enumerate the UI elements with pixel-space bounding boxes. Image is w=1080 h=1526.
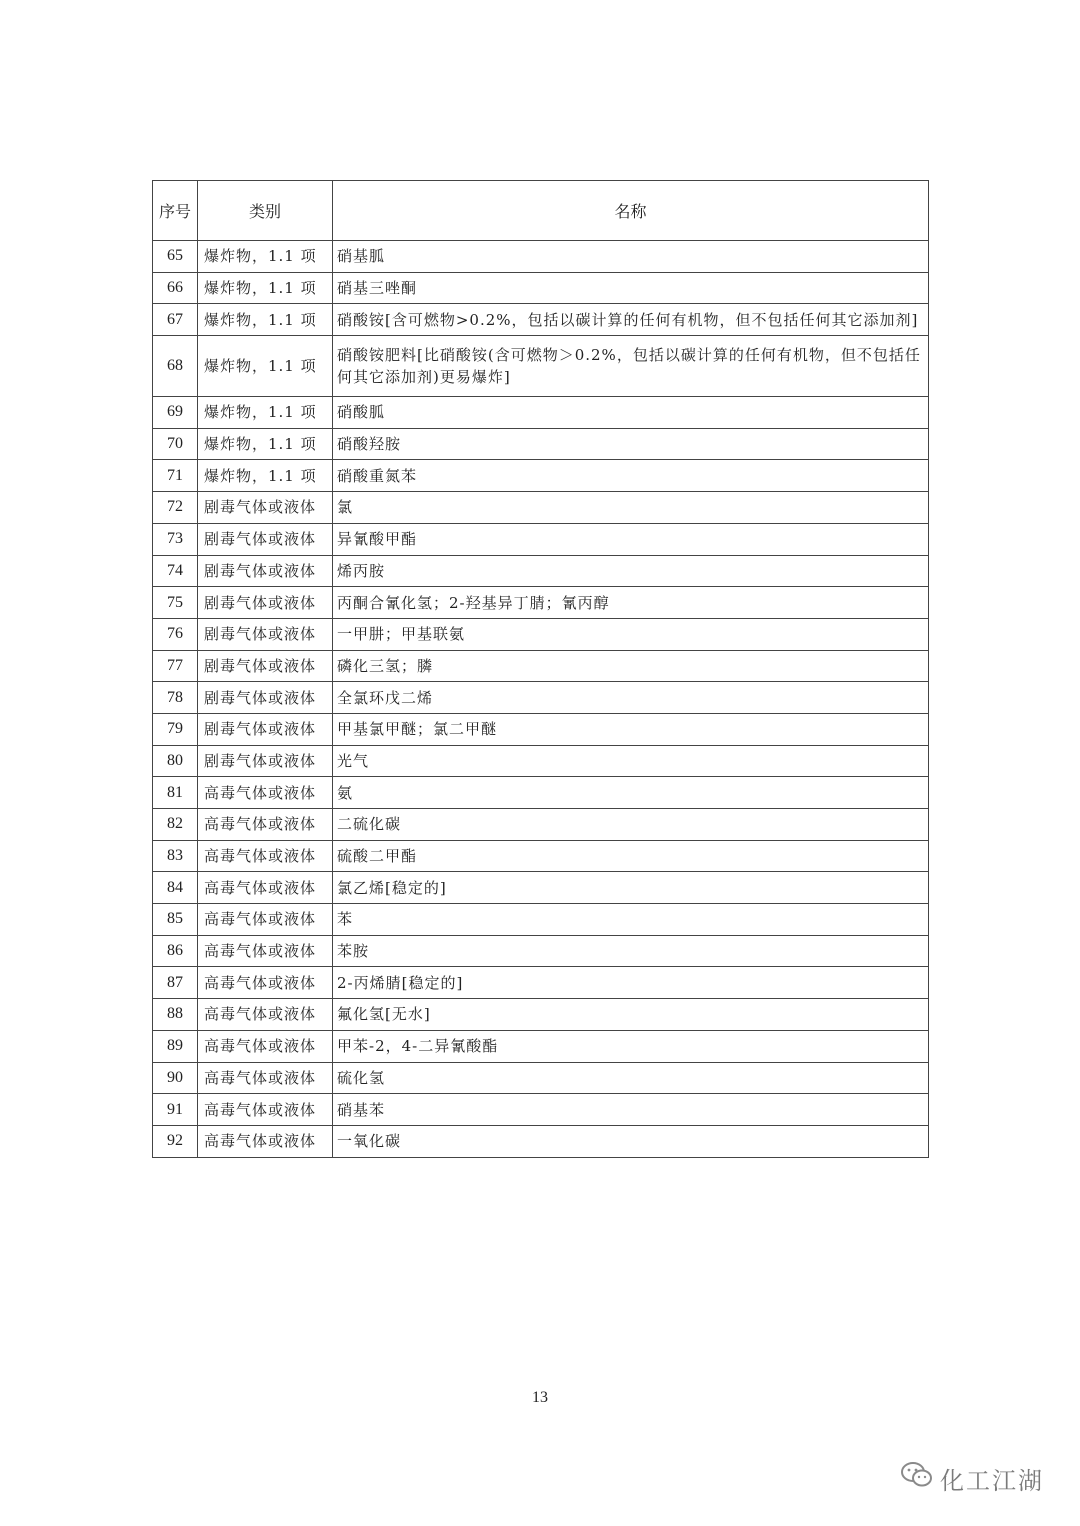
row-serial-number: 83	[153, 840, 198, 872]
table-row	[153, 967, 929, 999]
row-name: 烯丙胺	[333, 555, 929, 587]
row-serial-number: 65	[153, 241, 198, 273]
row-serial-number: 75	[153, 587, 198, 619]
table-row	[153, 872, 929, 904]
row-serial-number: 87	[153, 967, 198, 999]
row-serial-number: 81	[153, 777, 198, 809]
row-category: 爆炸物，1.1 项	[198, 397, 333, 429]
row-serial-number: 84	[153, 872, 198, 904]
row-name: 硫化氢	[333, 1062, 929, 1094]
row-serial-number: 88	[153, 999, 198, 1031]
table-row	[153, 587, 929, 619]
page-number: 13	[532, 1389, 548, 1406]
table-row	[153, 1062, 929, 1094]
row-name: 异氰酸甲酯	[333, 523, 929, 555]
row-serial-number: 80	[153, 745, 198, 777]
table-row	[153, 999, 929, 1031]
row-serial-number: 66	[153, 272, 198, 304]
row-name: 磷化三氢；膦	[333, 650, 929, 682]
row-name: 氯	[333, 492, 929, 524]
row-category: 剧毒气体或液体	[198, 492, 333, 524]
header-serial-number: 序号	[153, 181, 198, 241]
row-serial-number: 72	[153, 492, 198, 524]
row-name: 氟化氢[无水]	[333, 999, 929, 1031]
row-category: 剧毒气体或液体	[198, 587, 333, 619]
table-row	[153, 618, 929, 650]
row-serial-number: 74	[153, 555, 198, 587]
table-row	[153, 713, 929, 745]
row-category: 高毒气体或液体	[198, 1030, 333, 1062]
table-row	[153, 555, 929, 587]
row-serial-number: 73	[153, 523, 198, 555]
row-name: 硝酸铵肥料[比硝酸铵(含可燃物＞0.2%，包括以碳计算的任何有机物，但不包括任何其它添加剂)更易爆炸]	[333, 336, 929, 397]
row-serial-number: 79	[153, 713, 198, 745]
table-row	[153, 523, 929, 555]
row-category: 高毒气体或液体	[198, 967, 333, 999]
row-category: 爆炸物，1.1 项	[198, 304, 333, 336]
row-category: 爆炸物，1.1 项	[198, 460, 333, 492]
watermark-text: 化工江湖	[940, 1466, 1044, 1495]
row-name: 全氯环戊二烯	[333, 682, 929, 714]
row-name: 甲苯-2，4-二异氰酸酯	[333, 1030, 929, 1062]
row-name: 光气	[333, 745, 929, 777]
table-row	[153, 777, 929, 809]
row-category: 剧毒气体或液体	[198, 650, 333, 682]
table-row	[153, 304, 929, 336]
row-name: 硫酸二甲酯	[333, 840, 929, 872]
row-category: 高毒气体或液体	[198, 777, 333, 809]
row-serial-number: 77	[153, 650, 198, 682]
row-category: 剧毒气体或液体	[198, 745, 333, 777]
table-row	[153, 745, 929, 777]
table-row	[153, 460, 929, 492]
row-serial-number: 85	[153, 904, 198, 936]
row-serial-number: 90	[153, 1062, 198, 1094]
row-category: 爆炸物，1.1 项	[198, 241, 333, 273]
row-category: 爆炸物，1.1 项	[198, 428, 333, 460]
row-serial-number: 76	[153, 618, 198, 650]
row-category: 剧毒气体或液体	[198, 682, 333, 714]
header-name: 名称	[333, 181, 929, 241]
table-row	[153, 809, 929, 841]
row-serial-number: 89	[153, 1030, 198, 1062]
row-category: 剧毒气体或液体	[198, 523, 333, 555]
row-serial-number: 78	[153, 682, 198, 714]
row-category: 高毒气体或液体	[198, 999, 333, 1031]
row-category: 剧毒气体或液体	[198, 713, 333, 745]
row-name: 丙酮合氰化氢；2-羟基异丁腈；氰丙醇	[333, 587, 929, 619]
table-row	[153, 650, 929, 682]
table-row	[153, 904, 929, 936]
row-name: 一甲肼；甲基联氨	[333, 618, 929, 650]
row-name: 硝酸铵[含可燃物>0.2%，包括以碳计算的任何有机物，但不包括任何其它添加剂]	[333, 304, 929, 336]
row-name: 2-丙烯腈[稳定的]	[333, 967, 929, 999]
row-serial-number: 86	[153, 935, 198, 967]
row-name: 甲基氯甲醚；氯二甲醚	[333, 713, 929, 745]
row-name: 硝基苯	[333, 1094, 929, 1126]
row-serial-number: 67	[153, 304, 198, 336]
watermark	[900, 1458, 1044, 1498]
chemicals-table	[152, 180, 929, 1158]
table-header-row	[153, 181, 929, 241]
row-name: 苯	[333, 904, 929, 936]
row-category: 爆炸物，1.1 项	[198, 336, 333, 397]
row-serial-number: 71	[153, 460, 198, 492]
row-category: 高毒气体或液体	[198, 904, 333, 936]
row-category: 高毒气体或液体	[198, 1062, 333, 1094]
row-serial-number: 82	[153, 809, 198, 841]
row-category: 高毒气体或液体	[198, 1094, 333, 1126]
row-category: 剧毒气体或液体	[198, 618, 333, 650]
row-serial-number: 91	[153, 1094, 198, 1126]
table-row	[153, 1125, 929, 1157]
table-row	[153, 241, 929, 273]
table-row	[153, 1094, 929, 1126]
table-row	[153, 840, 929, 872]
row-name: 苯胺	[333, 935, 929, 967]
row-name: 硝酸羟胺	[333, 428, 929, 460]
table-row	[153, 397, 929, 429]
row-name: 硝基胍	[333, 241, 929, 273]
row-name: 硝酸重氮苯	[333, 460, 929, 492]
table-row	[153, 272, 929, 304]
row-category: 高毒气体或液体	[198, 935, 333, 967]
row-name: 硝酸胍	[333, 397, 929, 429]
table-row	[153, 492, 929, 524]
table-row	[153, 935, 929, 967]
row-name: 氨	[333, 777, 929, 809]
row-serial-number: 68	[153, 336, 198, 397]
row-category: 剧毒气体或液体	[198, 555, 333, 587]
row-category: 高毒气体或液体	[198, 809, 333, 841]
row-category: 高毒气体或液体	[198, 872, 333, 904]
table-row	[153, 1030, 929, 1062]
row-category: 高毒气体或液体	[198, 1125, 333, 1157]
row-name: 硝基三唑酮	[333, 272, 929, 304]
row-category: 高毒气体或液体	[198, 840, 333, 872]
row-name: 一氧化碳	[333, 1125, 929, 1157]
row-name: 二硫化碳	[333, 809, 929, 841]
row-category: 爆炸物，1.1 项	[198, 272, 333, 304]
wechat-icon	[900, 1461, 934, 1495]
row-name: 氯乙烯[稳定的]	[333, 872, 929, 904]
table-row	[153, 336, 929, 397]
table-row	[153, 428, 929, 460]
table-row	[153, 682, 929, 714]
row-serial-number: 92	[153, 1125, 198, 1157]
header-category: 类别	[198, 181, 333, 241]
row-serial-number: 70	[153, 428, 198, 460]
row-serial-number: 69	[153, 397, 198, 429]
